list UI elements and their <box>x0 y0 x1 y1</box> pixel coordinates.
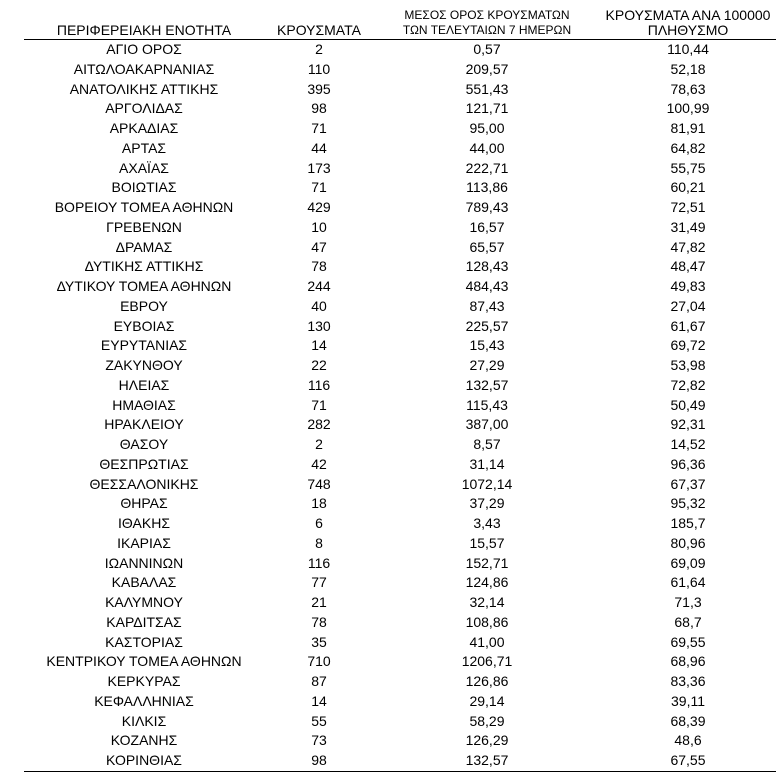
header-per100k-line2: ΠΛΗΘΥΣΜΟ <box>647 22 729 38</box>
cell-cases: 2 <box>315 436 323 452</box>
cell-avg7: 15,43 <box>469 337 505 354</box>
cell-avg7: 16,57 <box>469 218 505 235</box>
cell-per100k: 31,49 <box>670 218 706 235</box>
cell-region: ΚΕΝΤΡΙΚΟΥ ΤΟΜΕΑ ΑΘΗΝΩΝ <box>46 653 242 670</box>
cell-per100k: 80,96 <box>670 534 706 551</box>
cell-cases: 116 <box>307 554 331 571</box>
cell-region: ΚΟΡΙΝΘΙΑΣ <box>24 751 264 771</box>
cell-avg7: 209,57 <box>465 60 509 77</box>
cell-region: ΙΘΑΚΗΣ <box>118 515 170 531</box>
table-row <box>24 672 776 692</box>
cell-per100k: 68,96 <box>670 653 706 670</box>
cell-per100k: 92,31 <box>670 416 706 433</box>
table-row <box>24 494 776 514</box>
cell-per100k: 110,44 <box>667 41 709 57</box>
cell-per100k: 72,82 <box>670 376 706 393</box>
cell-per100k: 83,36 <box>670 673 706 689</box>
header-per100k-line1: ΚΡΟΥΣΜΑΤΑ ΑΝΑ 100000 <box>605 7 771 23</box>
cell-avg7: 124,86 <box>465 574 509 591</box>
cell-region: ΑΙΤΩΛΟΑΚΑΡΝΑΝΙΑΣ <box>73 60 215 77</box>
cell-avg7: 37,29 <box>469 495 505 512</box>
cell-region: ΔΡΑΜΑΣ <box>115 238 173 255</box>
cell-cases: 98 <box>264 751 374 771</box>
cell-per100k: 50,49 <box>670 396 706 413</box>
table-row <box>24 60 776 80</box>
cell-per100k: 64,82 <box>670 139 706 156</box>
cell-region: ΑΡΓΟΛΙΔΑΣ <box>105 100 183 117</box>
cell-region: ΕΒΡΟΥ <box>120 297 168 314</box>
table-row <box>24 317 776 337</box>
cell-region: ΔΥΤΙΚΟΥ ΤΟΜΕΑ ΑΘΗΝΩΝ <box>56 278 232 294</box>
cell-cases: 71 <box>311 120 327 136</box>
cell-avg7: 222,71 <box>465 159 509 176</box>
header-row <box>24 4 776 40</box>
table-row <box>24 257 776 277</box>
cell-per100k: 95,32 <box>670 495 706 512</box>
cell-region: ΚΙΛΚΙΣ <box>121 712 167 729</box>
table-row <box>24 119 776 139</box>
cell-avg7: 95,00 <box>469 120 505 136</box>
cell-avg7: 15,57 <box>469 534 505 551</box>
table-row <box>24 435 776 455</box>
table-row <box>24 613 776 633</box>
cell-region: ΚΕΡΚΥΡΑΣ <box>107 673 181 689</box>
table-row <box>24 40 776 60</box>
cell-cases: 710 <box>307 653 331 670</box>
cell-region: ΑΧΑΪΑΣ <box>119 159 169 176</box>
cell-per100k: 78,63 <box>670 80 706 97</box>
cell-cases: 2 <box>315 41 323 57</box>
table-row <box>24 554 776 574</box>
cell-avg7: 58,29 <box>469 712 505 729</box>
cell-per100k: 67,37 <box>670 475 706 492</box>
cell-cases: 173 <box>307 159 331 176</box>
cell-cases: 77 <box>311 574 327 591</box>
cell-cases: 130 <box>307 317 331 334</box>
cell-region: ΚΑΒΑΛΑΣ <box>111 574 177 591</box>
header-avg7 <box>374 4 600 40</box>
cell-avg7: 225,57 <box>465 317 509 334</box>
cell-region: ΑΓΙΟ ΟΡΟΣ <box>106 41 182 57</box>
cell-region: ΘΑΣΟΥ <box>119 436 169 452</box>
cell-per100k: 67,55 <box>600 751 776 771</box>
cell-region: ΗΛΕΙΑΣ <box>118 376 170 393</box>
cell-avg7: 41,00 <box>469 633 505 650</box>
cell-avg7: 387,00 <box>465 416 509 433</box>
cell-avg7: 1072,14 <box>461 475 513 492</box>
table-row <box>24 80 776 100</box>
cell-cases: 748 <box>307 475 331 492</box>
cell-cases: 18 <box>311 495 327 512</box>
cell-region: ΘΕΣΠΡΩΤΙΑΣ <box>99 455 189 472</box>
cell-cases: 78 <box>311 258 327 275</box>
cell-per100k: 68,39 <box>670 712 706 729</box>
table-row <box>24 376 776 396</box>
cell-per100k: 69,72 <box>670 337 706 354</box>
cell-cases: 71 <box>311 179 327 196</box>
cell-cases: 40 <box>311 297 327 314</box>
cell-avg7: 128,43 <box>465 258 509 275</box>
cell-avg7: 152,71 <box>465 554 509 571</box>
table-row <box>24 751 776 771</box>
cell-cases: 14 <box>311 692 327 709</box>
cell-region: ΕΥΒΟΙΑΣ <box>113 317 175 334</box>
cell-per100k: 14,52 <box>670 436 706 452</box>
cell-per100k: 49,83 <box>670 278 706 294</box>
cell-cases: 6 <box>315 515 323 531</box>
cell-avg7: 27,29 <box>469 357 505 373</box>
table-row <box>24 336 776 356</box>
cell-cases: 42 <box>311 455 327 472</box>
cell-region: ΗΜΑΘΙΑΣ <box>112 396 176 413</box>
table-row <box>24 573 776 593</box>
table-row <box>24 514 776 534</box>
cell-per100k: 39,11 <box>671 692 705 709</box>
cell-per100k: 53,98 <box>670 357 706 373</box>
cell-cases: 10 <box>311 218 327 235</box>
table-row <box>24 692 776 712</box>
cell-per100k: 61,64 <box>670 574 706 591</box>
table-row <box>24 99 776 119</box>
covid-cases-table <box>24 4 776 772</box>
table-row <box>24 712 776 732</box>
cell-per100k: 68,7 <box>674 613 702 630</box>
header-cases: ΚΡΟΥΣΜΑΤΑ <box>264 4 374 40</box>
table-row <box>24 297 776 317</box>
cell-avg7: 484,43 <box>465 278 509 294</box>
cell-per100k: 71,3 <box>674 594 702 610</box>
cell-per100k: 185,7 <box>670 515 706 531</box>
cell-avg7: 126,86 <box>465 673 509 689</box>
table-row <box>24 139 776 159</box>
cell-avg7: 113,86 <box>466 179 508 196</box>
table-row <box>24 198 776 218</box>
cell-per100k: 96,36 <box>670 455 706 472</box>
table-row <box>24 159 776 179</box>
header-region: ΠΕΡΙΦΕΡΕΙΑΚΗ ΕΝΟΤΗΤΑ <box>24 4 264 40</box>
cell-per100k: 69,09 <box>670 554 706 571</box>
cell-region: ΒΟΡΕΙΟΥ ΤΟΜΕΑ ΑΘΗΝΩΝ <box>54 199 234 215</box>
table-row <box>24 356 776 376</box>
cell-cases: 8 <box>315 534 323 551</box>
cell-region: ΙΩΑΝΝΙΝΩΝ <box>104 554 184 571</box>
cell-region: ΙΚΑΡΙΑΣ <box>117 534 171 551</box>
cell-region: ΚΑΛΥΜΝΟΥ <box>105 594 183 610</box>
header-avg7-line1: ΜΕΣΟΣ ΟΡΟΣ ΚΡΟΥΣΜΑΤΩΝ <box>404 8 570 22</box>
cell-avg7: 126,29 <box>465 732 509 749</box>
cell-avg7: 65,57 <box>469 238 505 255</box>
cell-per100k: 61,67 <box>670 317 706 334</box>
cell-region: ΕΥΡΥΤΑΝΙΑΣ <box>100 337 188 354</box>
cell-avg7: 121,71 <box>465 100 509 117</box>
cell-region: ΓΡΕΒΕΝΩΝ <box>106 218 182 235</box>
cell-cases: 14 <box>311 337 327 354</box>
cell-region: ΚΑΣΤΟΡΙΑΣ <box>105 633 183 650</box>
cell-avg7: 0,57 <box>473 41 501 57</box>
cell-avg7: 132,57 <box>465 376 509 393</box>
table-body <box>24 40 776 772</box>
cell-region: ΘΕΣΣΑΛΟΝΙΚΗΣ <box>89 475 199 492</box>
table-row <box>24 593 776 613</box>
cell-region: ΚΟΖΑΝΗΣ <box>110 732 178 749</box>
cell-cases: 22 <box>311 357 327 373</box>
cell-per100k: 55,75 <box>670 159 706 176</box>
cell-avg7: 31,14 <box>469 455 505 472</box>
cell-avg7: 32,14 <box>469 594 505 610</box>
cell-cases: 282 <box>307 416 331 433</box>
cell-per100k: 81,91 <box>670 120 706 136</box>
cell-per100k: 48,6 <box>674 732 702 749</box>
table-row <box>24 652 776 672</box>
cell-cases: 395 <box>307 80 331 97</box>
cell-per100k: 52,18 <box>670 60 706 77</box>
cell-region: ΗΡΑΚΛΕΙΟΥ <box>104 416 184 433</box>
table-row <box>24 455 776 475</box>
cell-avg7: 3,43 <box>473 515 501 531</box>
cell-region: ΖΑΚΥΝΘΟΥ <box>105 357 183 373</box>
table-header <box>24 4 776 40</box>
cell-cases: 44 <box>311 139 327 156</box>
cell-cases: 87 <box>311 673 327 689</box>
cell-cases: 429 <box>307 199 331 215</box>
cell-region: ΔΥΤΙΚΗΣ ΑΤΤΙΚΗΣ <box>84 258 204 275</box>
table-row <box>24 218 776 238</box>
cell-avg7: 132,57 <box>374 751 600 771</box>
cell-cases: 78 <box>311 613 327 630</box>
cell-avg7: 8,57 <box>473 436 501 452</box>
cell-region: ΑΡΤΑΣ <box>121 139 167 156</box>
cell-per100k: 69,55 <box>670 633 706 650</box>
table-row <box>24 238 776 258</box>
cell-cases: 47 <box>311 238 327 255</box>
cell-avg7: 1206,71 <box>461 653 513 670</box>
table-row <box>24 475 776 495</box>
cell-region: ΚΑΡΔΙΤΣΑΣ <box>106 613 182 630</box>
header-per100k <box>600 4 776 40</box>
cell-cases: 71 <box>311 396 327 413</box>
cell-per100k: 47,82 <box>670 238 706 255</box>
table-row <box>24 178 776 198</box>
table-row <box>24 415 776 435</box>
cell-region: ΒΟΙΩΤΙΑΣ <box>111 179 177 196</box>
cell-cases: 35 <box>311 633 327 650</box>
table-row <box>24 731 776 751</box>
cell-per100k: 100,99 <box>666 100 710 117</box>
table-row <box>24 534 776 554</box>
cell-cases: 110 <box>307 60 331 77</box>
table-row <box>24 277 776 297</box>
cell-avg7: 87,43 <box>469 297 505 314</box>
cell-avg7: 108,86 <box>465 613 509 630</box>
cell-avg7: 551,43 <box>465 80 509 97</box>
cell-cases: 244 <box>307 278 331 294</box>
cell-region: ΚΕΦΑΛΛΗΝΙΑΣ <box>94 692 194 709</box>
cell-region: ΑΝΑΤΟΛΙΚΗΣ ΑΤΤΙΚΗΣ <box>69 80 219 97</box>
cell-region: ΑΡΚΑΔΙΑΣ <box>109 120 179 136</box>
cell-cases: 116 <box>307 376 331 393</box>
cell-per100k: 27,04 <box>670 297 706 314</box>
cell-per100k: 72,51 <box>670 199 706 215</box>
cell-per100k: 60,21 <box>670 179 706 196</box>
cell-cases: 73 <box>311 732 327 749</box>
cell-avg7: 115,43 <box>466 396 508 413</box>
cell-avg7: 789,43 <box>465 199 509 215</box>
cell-avg7: 44,00 <box>469 139 505 156</box>
cell-cases: 98 <box>311 100 327 117</box>
cell-per100k: 48,47 <box>670 258 706 275</box>
cell-region: ΘΗΡΑΣ <box>120 495 168 512</box>
cell-cases: 21 <box>311 594 327 610</box>
cell-cases: 55 <box>311 712 327 729</box>
header-avg7-line2: ΤΩΝ ΤΕΛΕΥΤΑΙΩΝ 7 ΗΜΕΡΩΝ <box>402 23 572 37</box>
table-row <box>24 396 776 416</box>
table-row <box>24 633 776 653</box>
cell-avg7: 29,14 <box>469 692 505 709</box>
